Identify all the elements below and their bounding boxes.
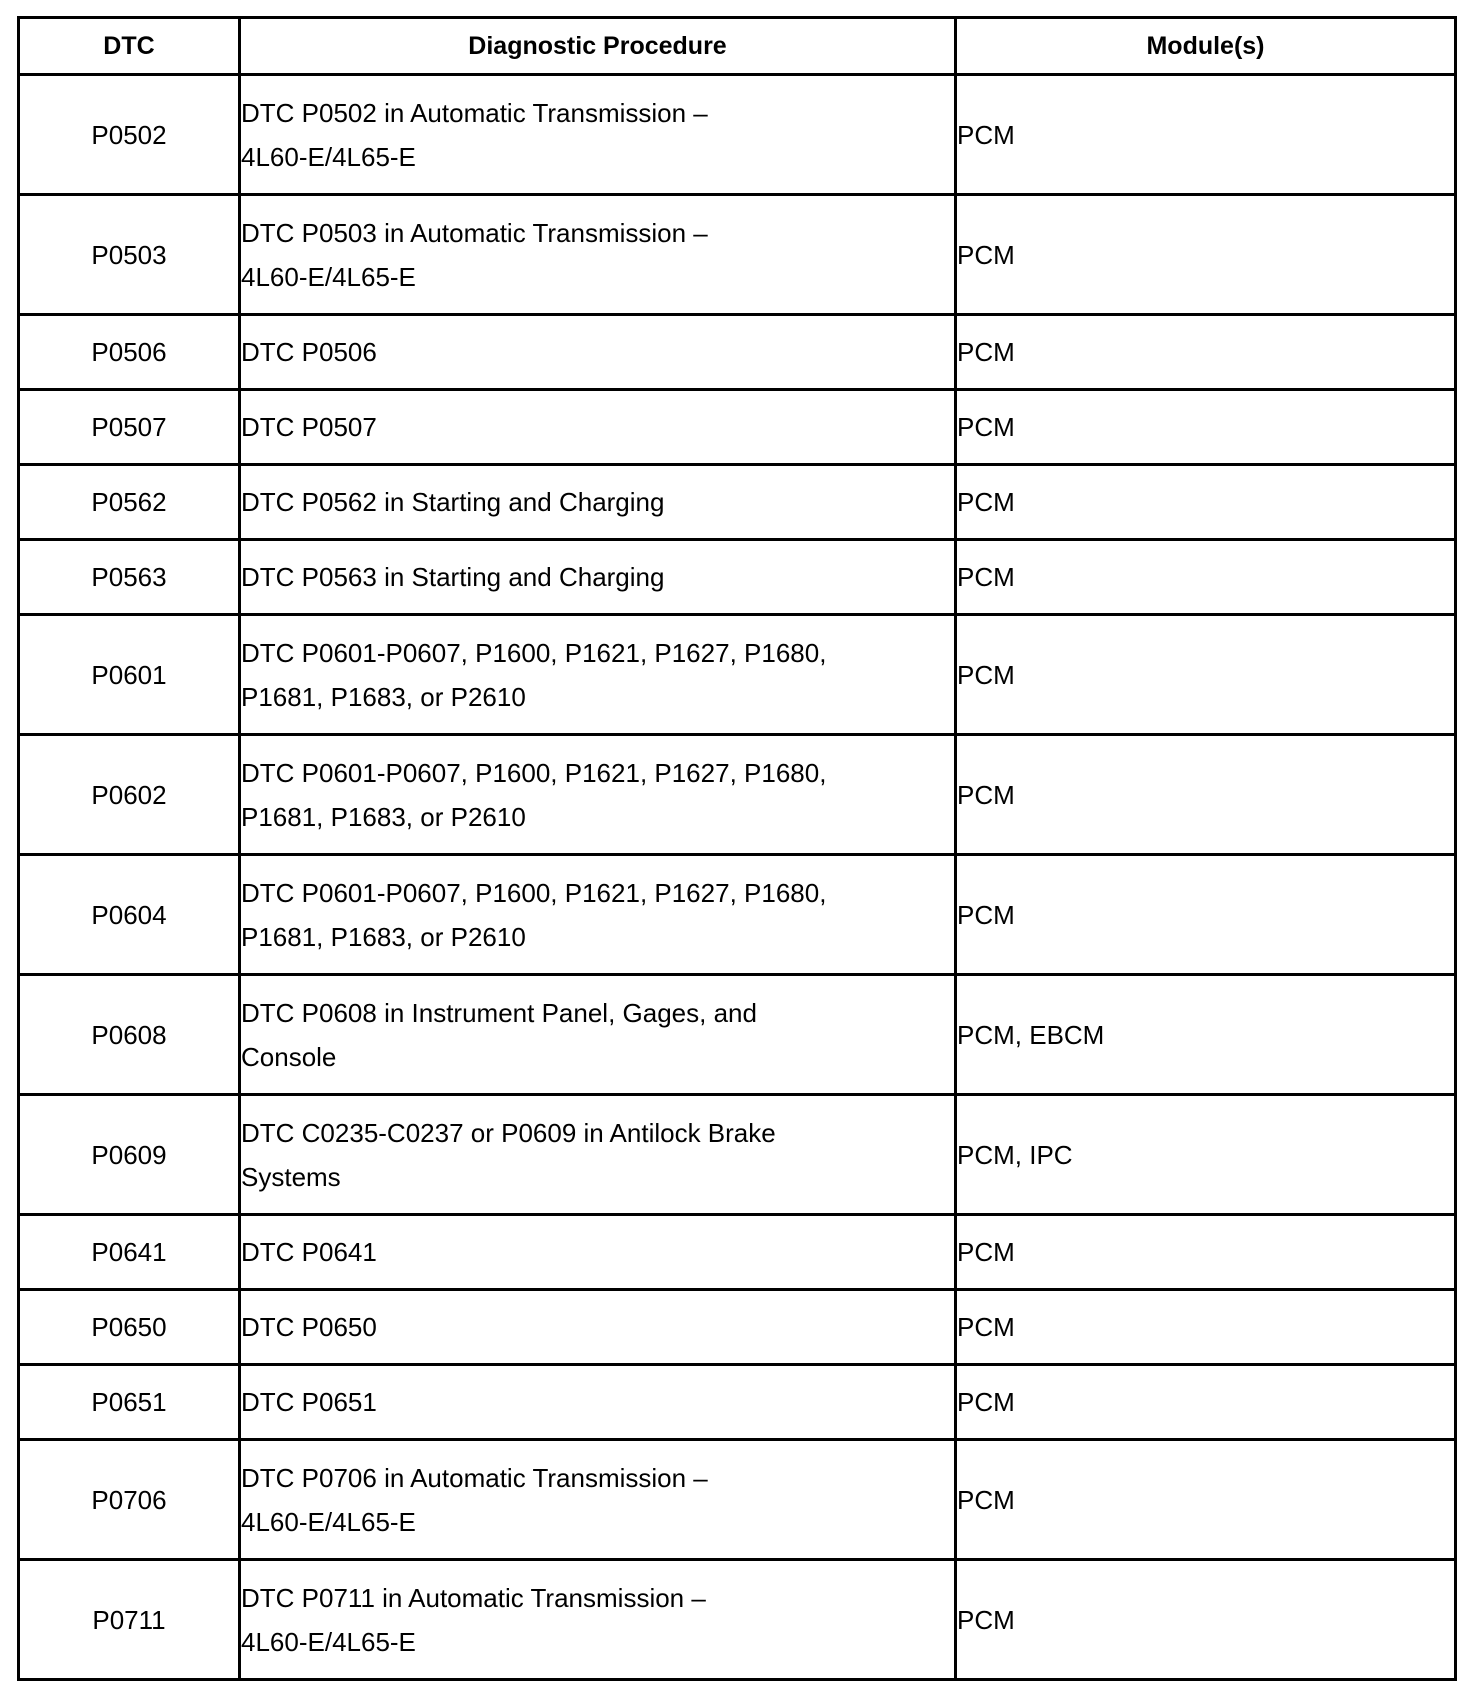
diagnostic-procedure-cell — [240, 390, 956, 465]
diagnostic-procedure-line: DTC P0706 in Automatic Transmission – — [241, 1462, 708, 1493]
dtc-code-cell: P0706 — [19, 1440, 240, 1560]
modules-cell: PCM — [956, 1560, 1456, 1680]
diagnostic-procedure-line: DTC P0608 in Instrument Panel, Gages, and — [241, 997, 757, 1028]
diagnostic-procedure-line: DTC P0502 in Automatic Transmission – — [241, 97, 708, 128]
diagnostic-procedure-cell — [240, 1095, 956, 1215]
diagnostic-procedure-line: DTC P0650 — [241, 1312, 377, 1342]
modules-cell: PCM — [956, 75, 1456, 195]
diagnostic-procedure-cell — [240, 540, 956, 615]
dtc-code-cell: P0601 — [19, 615, 240, 735]
table-header-row — [19, 18, 1456, 75]
diagnostic-procedure-cell — [240, 1440, 956, 1560]
diagnostic-procedure-cell — [240, 1215, 956, 1290]
table-row — [19, 1215, 1456, 1290]
modules-cell: PCM — [956, 855, 1456, 975]
diagnostic-procedure-cell — [240, 1365, 956, 1440]
diagnostic-procedure-line: DTC P0503 in Automatic Transmission – — [241, 217, 708, 248]
diagnostic-procedure-line: DTC P0601-P0607, P1600, P1621, P1627, P1680, — [241, 757, 827, 788]
diagnostic-procedure-line: DTC P0507 — [241, 412, 377, 442]
diagnostic-procedure-cell — [240, 615, 956, 735]
modules-cell: PCM — [956, 615, 1456, 735]
modules-cell: PCM — [956, 390, 1456, 465]
modules-cell: PCM — [956, 540, 1456, 615]
modules-cell: PCM — [956, 735, 1456, 855]
table-row — [19, 615, 1456, 735]
diagnostic-procedure-line: DTC C0235-C0237 or P0609 in Antilock Brake — [241, 1117, 776, 1148]
dtc-code-cell: P0562 — [19, 465, 240, 540]
diagnostic-procedure-line: DTC P0563 in Starting and Charging — [241, 562, 665, 592]
diagnostic-procedure-cell — [240, 975, 956, 1095]
header-diagnostic-procedure: Diagnostic Procedure — [240, 18, 956, 75]
table-row — [19, 855, 1456, 975]
diagnostic-procedure-line: P1681, P1683, or P2610 — [241, 801, 526, 832]
table-row — [19, 540, 1456, 615]
diagnostic-procedure-cell — [240, 195, 956, 315]
dtc-code-cell: P0602 — [19, 735, 240, 855]
table-row — [19, 1290, 1456, 1365]
dtc-code-cell: P0650 — [19, 1290, 240, 1365]
table-body — [19, 75, 1456, 1680]
diagnostic-procedure-cell — [240, 855, 956, 975]
dtc-code-cell: P0503 — [19, 195, 240, 315]
diagnostic-procedure-line: Console — [241, 1041, 337, 1072]
table-row — [19, 1365, 1456, 1440]
diagnostic-procedure-line: 4L60-E/4L65-E — [241, 261, 416, 292]
dtc-code-cell: P0651 — [19, 1365, 240, 1440]
modules-cell: PCM — [956, 195, 1456, 315]
dtc-code-cell: P0609 — [19, 1095, 240, 1215]
dtc-code-cell: P0711 — [19, 1560, 240, 1680]
diagnostic-procedure-cell — [240, 315, 956, 390]
dtc-code-cell: P0608 — [19, 975, 240, 1095]
dtc-code-cell: P0502 — [19, 75, 240, 195]
diagnostic-procedure-cell — [240, 465, 956, 540]
table-row — [19, 390, 1456, 465]
table-row — [19, 1440, 1456, 1560]
modules-cell: PCM — [956, 1215, 1456, 1290]
header-dtc: DTC — [19, 18, 240, 75]
diagnostic-procedure-cell — [240, 735, 956, 855]
modules-cell: PCM, EBCM — [956, 975, 1456, 1095]
diagnostic-procedure-line: DTC P0601-P0607, P1600, P1621, P1627, P1680, — [241, 637, 827, 668]
diagnostic-procedure-line: Systems — [241, 1161, 341, 1192]
diagnostic-procedure-line: 4L60-E/4L65-E — [241, 1506, 416, 1537]
diagnostic-procedure-line: 4L60-E/4L65-E — [241, 141, 416, 172]
modules-cell: PCM — [956, 1440, 1456, 1560]
diagnostic-procedure-line: DTC P0506 — [241, 337, 377, 367]
diagnostic-procedure-line: DTC P0562 in Starting and Charging — [241, 487, 665, 517]
diagnostic-procedure-line: DTC P0711 in Automatic Transmission – — [241, 1582, 706, 1613]
modules-cell: PCM — [956, 1365, 1456, 1440]
table-row — [19, 315, 1456, 390]
table-row — [19, 465, 1456, 540]
dtc-code-cell: P0506 — [19, 315, 240, 390]
dtc-code-cell: P0563 — [19, 540, 240, 615]
diagnostic-procedure-line: DTC P0601-P0607, P1600, P1621, P1627, P1680, — [241, 877, 827, 908]
header-modules: Module(s) — [956, 18, 1456, 75]
dtc-code-cell: P0641 — [19, 1215, 240, 1290]
modules-cell: PCM — [956, 1290, 1456, 1365]
table-row — [19, 75, 1456, 195]
table-row — [19, 1095, 1456, 1215]
diagnostic-procedure-line: P1681, P1683, or P2610 — [241, 681, 526, 712]
diagnostic-procedure-line: DTC P0641 — [241, 1237, 377, 1267]
table-row — [19, 735, 1456, 855]
diagnostic-procedure-line: P1681, P1683, or P2610 — [241, 921, 526, 952]
diagnostic-procedure-cell — [240, 1560, 956, 1680]
table-row — [19, 1560, 1456, 1680]
modules-cell: PCM — [956, 465, 1456, 540]
table-row — [19, 975, 1456, 1095]
diagnostic-procedure-line: 4L60-E/4L65-E — [241, 1626, 416, 1657]
dtc-code-cell: P0604 — [19, 855, 240, 975]
diagnostic-procedure-cell — [240, 1290, 956, 1365]
modules-cell: PCM, IPC — [956, 1095, 1456, 1215]
diagnostic-procedure-cell — [240, 75, 956, 195]
diagnostic-procedure-line: DTC P0651 — [241, 1387, 377, 1417]
dtc-code-cell: P0507 — [19, 390, 240, 465]
dtc-table — [17, 16, 1457, 1681]
table-row — [19, 195, 1456, 315]
modules-cell: PCM — [956, 315, 1456, 390]
